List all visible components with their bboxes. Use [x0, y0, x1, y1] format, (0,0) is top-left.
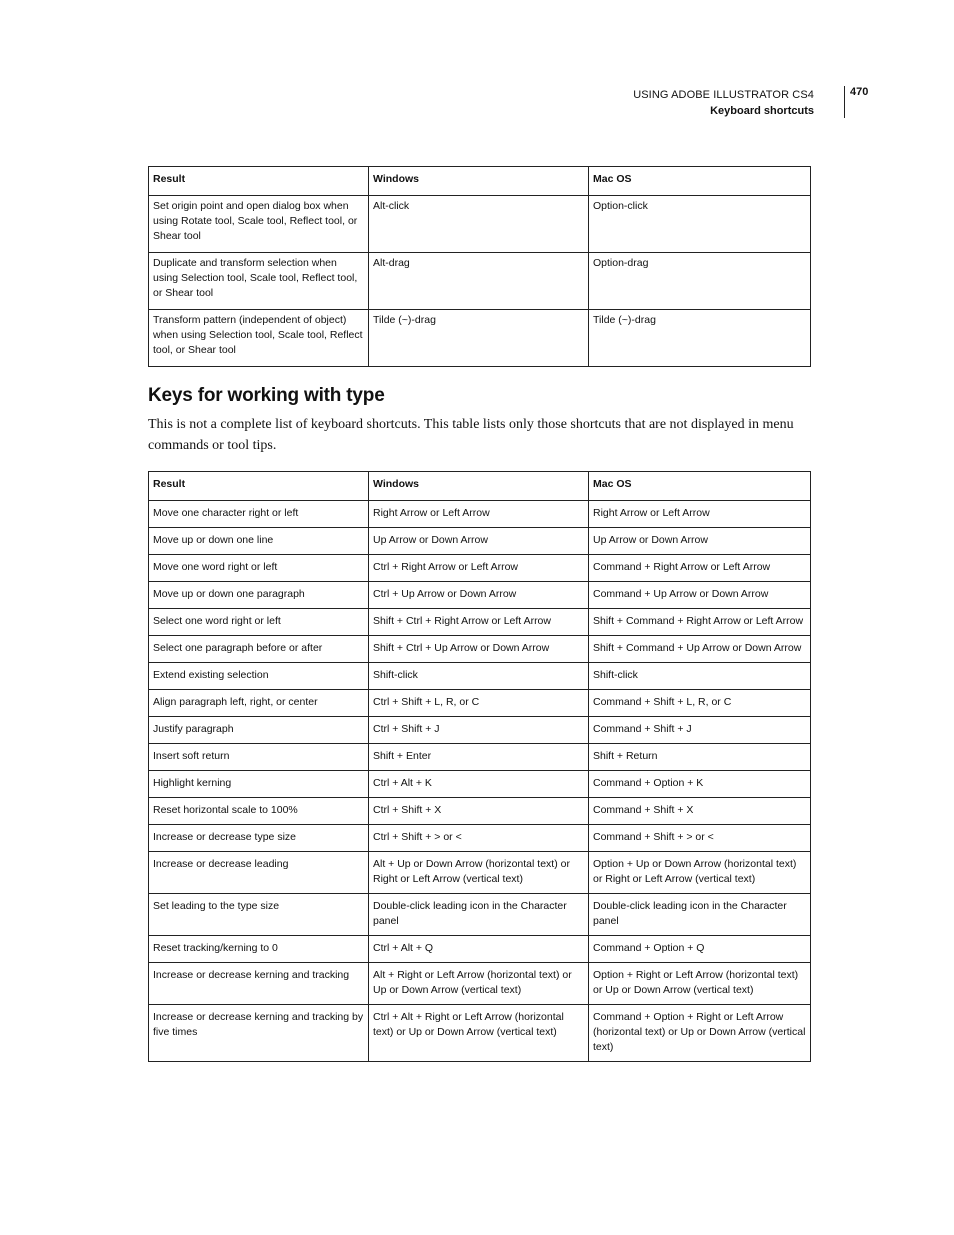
table-row [149, 555, 811, 582]
table-row [149, 963, 811, 1005]
table-header-row [149, 472, 811, 501]
cell-result: Move one character right or left [149, 501, 369, 528]
cell-mac-os: Option + Right or Left Arrow (horizontal text) or Up or Down Arrow (vertical text) [589, 963, 811, 1005]
table-row [149, 771, 811, 798]
table-row [149, 936, 811, 963]
cell-mac-os: Command + Option + Right or Left Arrow (horizontal text) or Up or Down Arrow (vertical text) [589, 1005, 811, 1062]
cell-windows: Up Arrow or Down Arrow [369, 528, 589, 555]
cell-result: Select one word right or left [149, 609, 369, 636]
cell-mac-os: Shift + Return [589, 744, 811, 771]
header-result: Result [149, 167, 369, 196]
cell-result: Duplicate and transform selection when using Selection tool, Scale tool, Reflect tool, or Shear tool [149, 253, 369, 310]
cell-windows: Alt + Right or Left Arrow (horizontal text) or Up or Down Arrow (vertical text) [369, 963, 589, 1005]
cell-mac-os: Option-click [589, 196, 811, 253]
cell-mac-os: Command + Shift + J [589, 717, 811, 744]
table-row [149, 196, 811, 253]
cell-mac-os: Shift + Command + Up Arrow or Down Arrow [589, 636, 811, 663]
cell-mac-os: Up Arrow or Down Arrow [589, 528, 811, 555]
cell-windows: Alt-click [369, 196, 589, 253]
cell-windows: Ctrl + Alt + Q [369, 936, 589, 963]
cell-result: Reset tracking/kerning to 0 [149, 936, 369, 963]
type-shortcuts-table [148, 471, 811, 1062]
cell-windows: Right Arrow or Left Arrow [369, 501, 589, 528]
cell-windows: Alt + Up or Down Arrow (horizontal text) or Right or Left Arrow (vertical text) [369, 852, 589, 894]
cell-windows: Ctrl + Shift + L, R, or C [369, 690, 589, 717]
cell-windows: Alt-drag [369, 253, 589, 310]
cell-mac-os: Right Arrow or Left Arrow [589, 501, 811, 528]
table-row [149, 894, 811, 936]
header-divider [844, 86, 845, 118]
cell-mac-os: Command + Up Arrow or Down Arrow [589, 582, 811, 609]
section-heading: Keys for working with type [148, 385, 385, 406]
cell-mac-os: Command + Shift + L, R, or C [589, 690, 811, 717]
cell-result: Select one paragraph before or after [149, 636, 369, 663]
page-number: 470 [850, 86, 869, 98]
table-row [149, 825, 811, 852]
table-row [149, 310, 811, 367]
header-mac-os: Mac OS [589, 167, 811, 196]
cell-windows: Shift + Enter [369, 744, 589, 771]
table-row [149, 582, 811, 609]
table-row [149, 744, 811, 771]
table-row [149, 798, 811, 825]
cell-mac-os: Command + Right Arrow or Left Arrow [589, 555, 811, 582]
cell-result: Align paragraph left, right, or center [149, 690, 369, 717]
cell-mac-os: Shift-click [589, 663, 811, 690]
cell-mac-os: Double-click leading icon in the Character panel [589, 894, 811, 936]
cell-result: Move up or down one line [149, 528, 369, 555]
cell-result: Increase or decrease kerning and tracking by five times [149, 1005, 369, 1062]
table-row [149, 501, 811, 528]
cell-windows: Shift + Ctrl + Up Arrow or Down Arrow [369, 636, 589, 663]
table-row [149, 690, 811, 717]
table-row [149, 609, 811, 636]
book-title: USING ADOBE ILLUSTRATOR CS4 [633, 89, 814, 101]
cell-mac-os: Option + Up or Down Arrow (horizontal text) or Right or Left Arrow (vertical text) [589, 852, 811, 894]
cell-result: Insert soft return [149, 744, 369, 771]
cell-windows: Ctrl + Alt + K [369, 771, 589, 798]
cell-windows: Double-click leading icon in the Character panel [369, 894, 589, 936]
table-row [149, 852, 811, 894]
cell-mac-os: Shift + Command + Right Arrow or Left Arrow [589, 609, 811, 636]
cell-mac-os: Command + Shift + X [589, 798, 811, 825]
header-mac-os: Mac OS [589, 472, 811, 501]
cell-result: Increase or decrease type size [149, 825, 369, 852]
section-intro: This is not a complete list of keyboard shortcuts. This table lists only those shortcuts that are not displayed in menu commands or tool tips. [148, 417, 794, 453]
cell-windows: Ctrl + Alt + Right or Left Arrow (horizontal text) or Up or Down Arrow (vertical text) [369, 1005, 589, 1062]
cell-windows: Ctrl + Shift + > or < [369, 825, 589, 852]
cell-windows: Shift-click [369, 663, 589, 690]
cell-mac-os: Tilde (~)-drag [589, 310, 811, 367]
cell-mac-os: Command + Shift + > or < [589, 825, 811, 852]
section-title: Keyboard shortcuts [710, 105, 814, 117]
table-row [149, 636, 811, 663]
cell-windows: Tilde (~)-drag [369, 310, 589, 367]
cell-result: Increase or decrease kerning and tracking [149, 963, 369, 1005]
header-result: Result [149, 472, 369, 501]
header-windows: Windows [369, 472, 589, 501]
cell-result: Transform pattern (independent of object) when using Selection tool, Scale tool, Reflect tool, or Shear tool [149, 310, 369, 367]
cell-result: Set origin point and open dialog box when using Rotate tool, Scale tool, Reflect tool, or Shear tool [149, 196, 369, 253]
running-head [633, 87, 814, 119]
cell-windows: Ctrl + Up Arrow or Down Arrow [369, 582, 589, 609]
table-header-row [149, 167, 811, 196]
cell-result: Extend existing selection [149, 663, 369, 690]
cell-result: Move one word right or left [149, 555, 369, 582]
table-row [149, 1005, 811, 1062]
cell-mac-os: Command + Option + K [589, 771, 811, 798]
cell-result: Set leading to the type size [149, 894, 369, 936]
cell-mac-os: Option-drag [589, 253, 811, 310]
cell-windows: Ctrl + Shift + J [369, 717, 589, 744]
cell-result: Highlight kerning [149, 771, 369, 798]
table-row [149, 253, 811, 310]
cell-result: Move up or down one paragraph [149, 582, 369, 609]
cell-windows: Ctrl + Shift + X [369, 798, 589, 825]
table-row [149, 663, 811, 690]
cell-mac-os: Command + Option + Q [589, 936, 811, 963]
table-row [149, 717, 811, 744]
cell-windows: Ctrl + Right Arrow or Left Arrow [369, 555, 589, 582]
cell-result: Increase or decrease leading [149, 852, 369, 894]
header-windows: Windows [369, 167, 589, 196]
cell-windows: Shift + Ctrl + Right Arrow or Left Arrow [369, 609, 589, 636]
cell-result: Reset horizontal scale to 100% [149, 798, 369, 825]
cell-result: Justify paragraph [149, 717, 369, 744]
transform-shortcuts-table [148, 166, 811, 367]
table-row [149, 528, 811, 555]
